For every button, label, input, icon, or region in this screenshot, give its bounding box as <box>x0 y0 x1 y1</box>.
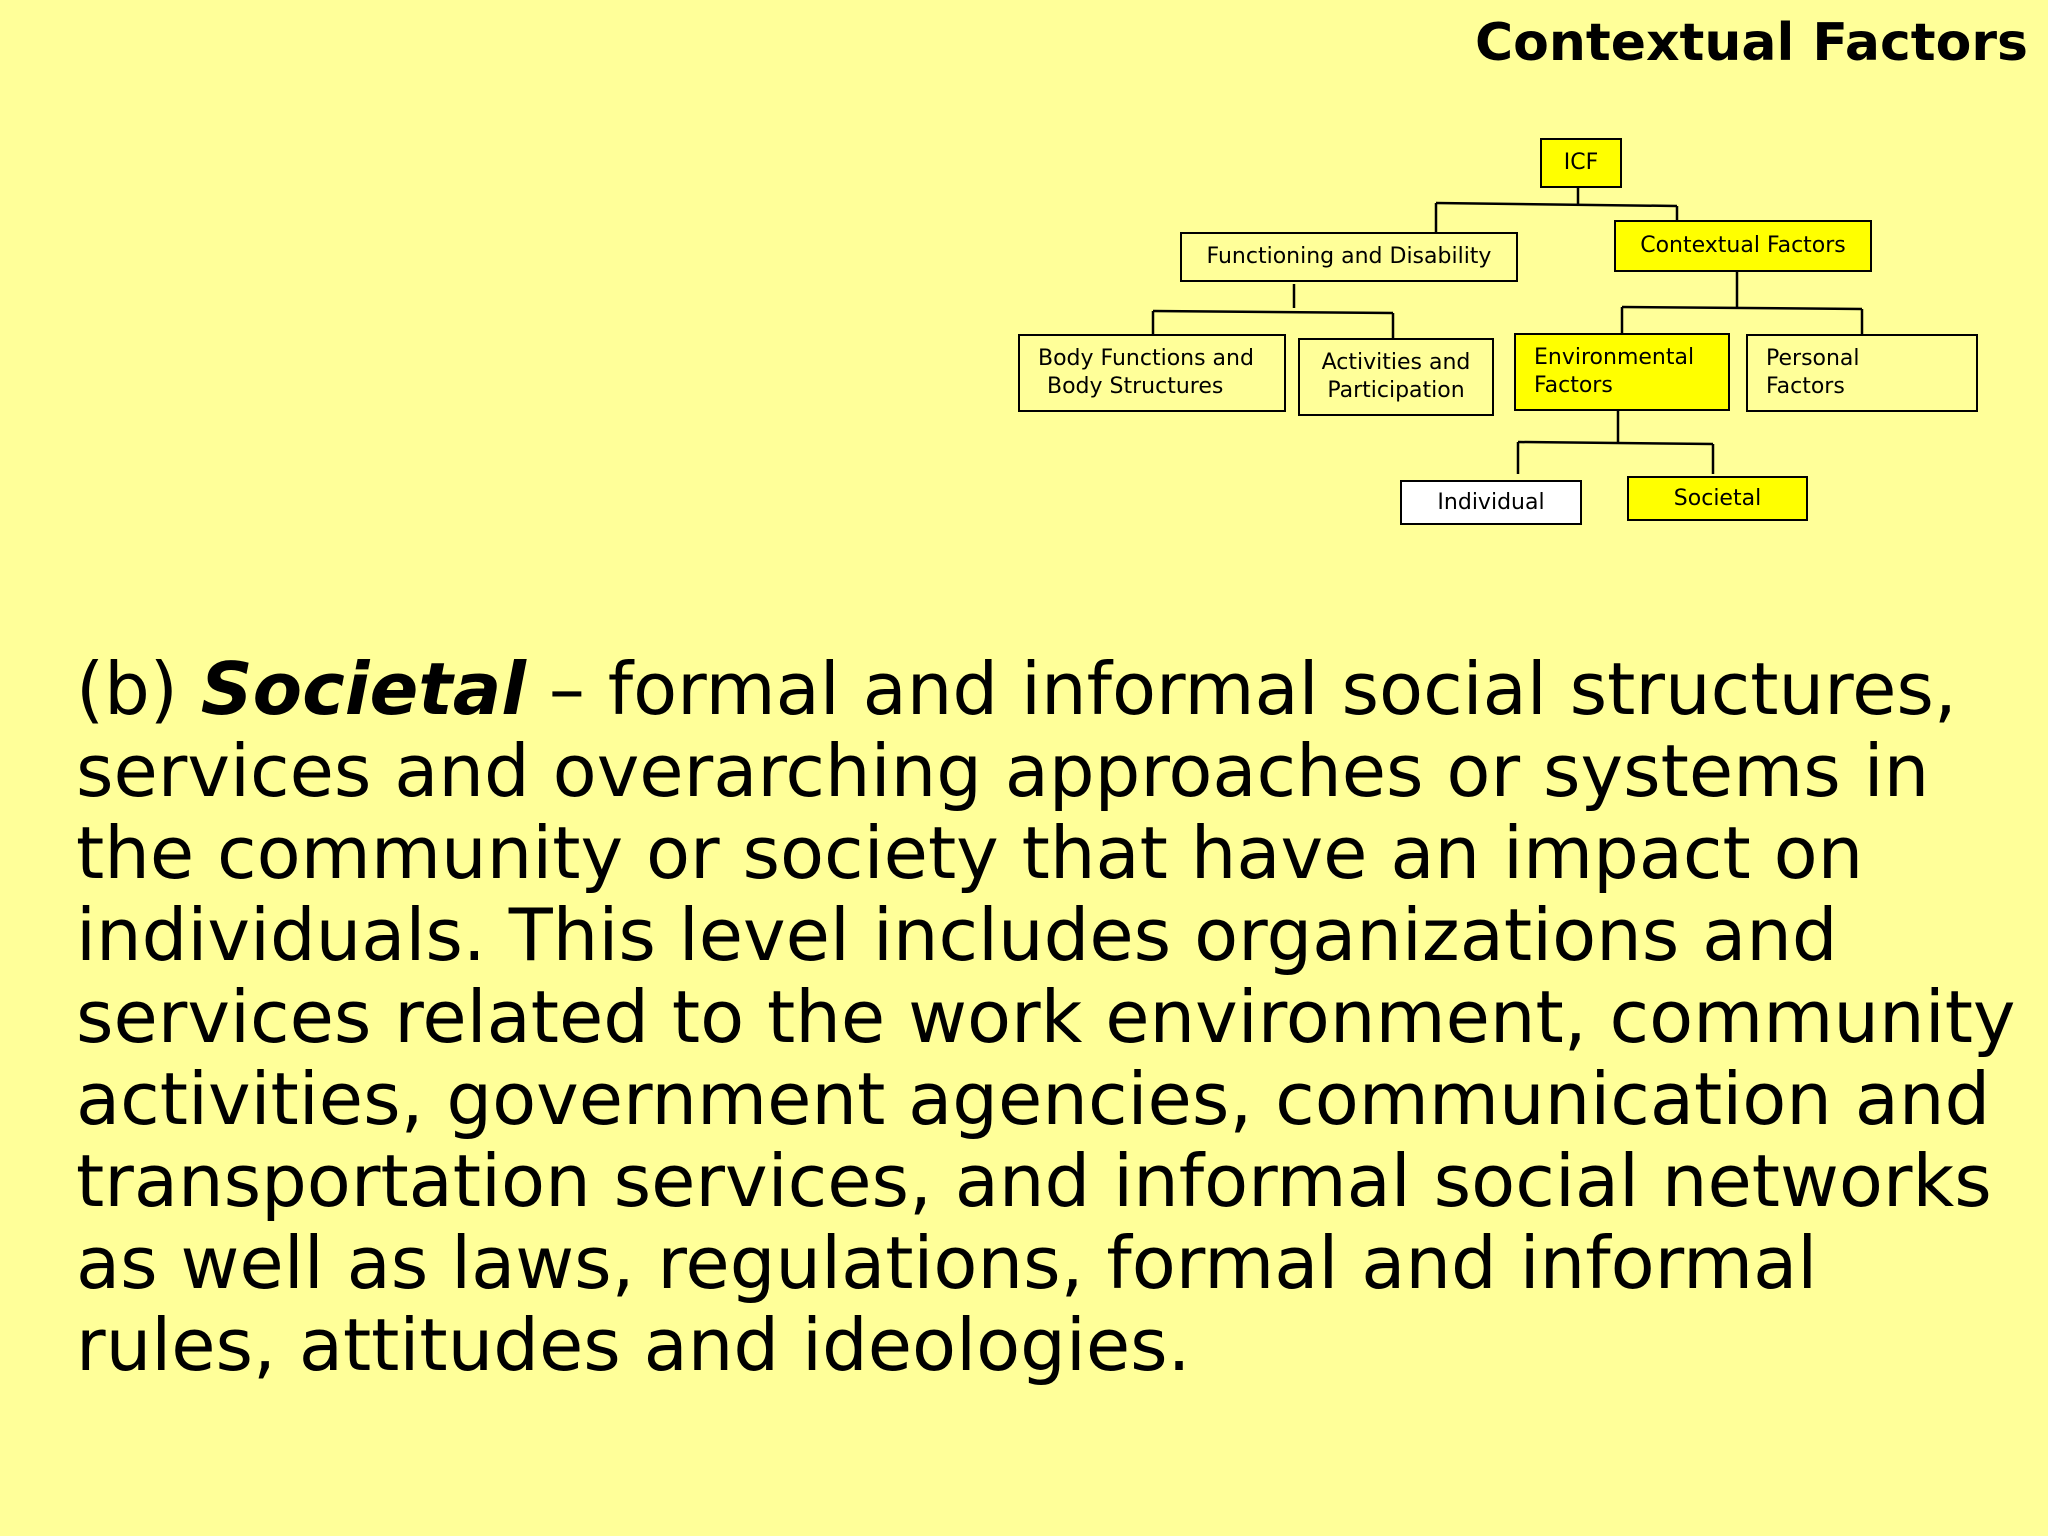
node-activities-line2: Participation <box>1327 378 1465 403</box>
node-body-functions-line1: Body Functions and <box>1038 346 1254 371</box>
node-functioning-and-disability <box>1180 232 1518 282</box>
node-icf-label: ICF <box>1563 150 1599 175</box>
slide-title: Contextual Factors <box>1474 13 2028 73</box>
node-icf <box>1540 138 1622 188</box>
node-personal-line2: Factors <box>1766 374 1845 399</box>
definition-prefix: (b) <box>76 647 201 731</box>
definition-text: – formal and informal social structures, services and overarching approaches or systems in the community or society that have an impact on individuals. This level includes organizations and services related to the work environment, community activities, government agencies, communication and transportation services, and informal social networks as well as laws, regulations, formal and informal rules, attitudes and ideologies. <box>76 647 2016 1387</box>
node-individual <box>1400 480 1582 525</box>
node-environmental-line2: Factors <box>1534 373 1613 398</box>
definition-term: Societal <box>200 647 526 731</box>
node-functioning-label: Functioning and Disability <box>1206 244 1492 269</box>
node-personal-line1: Personal <box>1766 346 1860 371</box>
connector-contextual-bar <box>1622 307 1862 309</box>
node-societal-label: Societal <box>1673 485 1762 511</box>
node-individual-label: Individual <box>1437 489 1545 515</box>
societal-definition <box>76 648 2016 1386</box>
connector-functioning-bar <box>1153 311 1393 313</box>
node-activities-participation <box>1298 338 1494 416</box>
node-activities-line1: Activities and <box>1321 350 1471 375</box>
node-contextual-label: Contextual Factors <box>1640 233 1846 258</box>
node-environmental-factors <box>1514 333 1730 411</box>
node-environmental-line1: Environmental <box>1534 345 1695 370</box>
connector-icf-bar <box>1436 203 1677 206</box>
node-societal <box>1627 476 1808 521</box>
node-personal-factors <box>1746 334 1978 412</box>
connector-environmental-bar <box>1518 442 1713 444</box>
node-body-functions-line2: Body Structures <box>1047 374 1224 399</box>
node-contextual-factors <box>1614 220 1872 272</box>
node-body-functions <box>1018 334 1286 412</box>
